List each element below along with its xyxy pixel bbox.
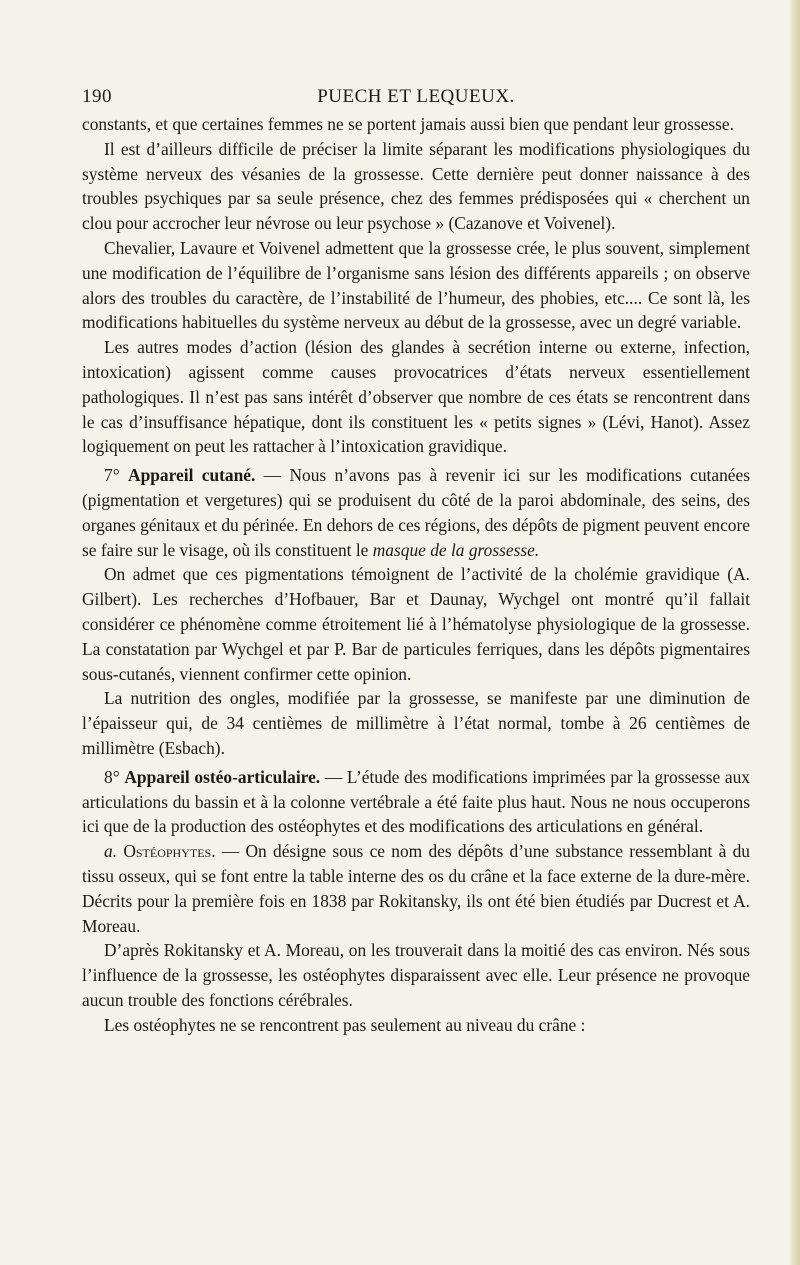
paragraph-8-text: — L’étude des modifications imprimées par la grossesse aux articulations du bassin et à la colonne vertébrale a été faite plus haut. Nous ne nous occuperons ici que de la production des ostéophytes et des modifications des articulations en général. (82, 766, 750, 837)
page-edge (788, 0, 800, 1265)
paragraph-2: Il est d’ailleurs difficile de préciser la limite séparant les modifications physiologiques du système nerveux des vésanies de la grossesse. Cette dernière peut donner naissance à des troubles psychiques par sa seule présence, chez des femmes prédisposées qui « cherchent un clou pour accrocher leur névrose ou leur psychose » (Cazanove et Voivenel). (82, 138, 750, 234)
section-number: 8° (104, 766, 120, 787)
paragraph-5-italic: masque de la grossesse. (372, 539, 540, 560)
subsection-letter: a. (104, 841, 118, 862)
paragraph-4: Les autres modes d’action (lésion des glandes à secrétion interne ou externe, infection, intoxication) agissent comme causes provocatrices d’états nerveux essentiellement pathologiques. Il n’est pas sans intérêt d’observer que nombre de ces états se rencontrent dans le cas d’insuffisance hépatique, dont ils constituent les « petits signes » (Lévi, Hanot). Assez logiquement on peut les rattacher à l’intoxication gravidique. (82, 337, 750, 457)
paragraph-10: D’après Rokitansky et A. Moreau, on les trouverait dans la moitié des cas environ. Nés sous l’influence de la grossesse, les ostéophytes disparaissent avec elle. Leur présence ne provoque aucun trouble des fonctions cérébrales. (82, 940, 750, 1010)
subsection-heading-osteophytes: Ostéophytes. (123, 841, 216, 862)
paragraph-1: constants, et que certaines femmes ne se portent jamais aussi bien que pendant leur grossesse. (82, 114, 734, 134)
running-title: PUECH ET LEQUEUX. (317, 86, 515, 107)
paragraph-9 (82, 839, 750, 938)
paragraph-5 (82, 463, 750, 562)
section-number: 7° (104, 465, 120, 486)
body-text (82, 112, 750, 1037)
paragraph-9-text: — On désigne sous ce nom des dépôts d’une substance ressemblant à du tissu osseux, qui se font entre la table interne des os du crâne et la face externe de la dure-mère. Décrits pour la première fois en 1838 par Rokitansky, ils ont été bien étudiés par Ducrest et A. Moreau. (82, 841, 750, 936)
section-heading-appareil-osteo-articulaire: Appareil ostéo-articulaire. (124, 766, 321, 787)
paragraph-6: On admet que ces pigmentations témoignent de l’activité de la cholémie gravidique (A. Gilbert). Les recherches d’Hofbauer, Bar et Daunay, Wychgel ont montré qu’il fallait considérer ce phénomène comme étroitement lié à l’hématolyse physiologique de la grossesse. La constatation par Wychgel et par P. Bar de particules ferriques, dans les dépôts pigmentaires sous-cutanés, viennent confirmer cette opinion. (82, 564, 750, 684)
paragraph-5-text: — Nous n’avons pas à revenir ici sur les modifications cutanées (pigmentation et vergetures) qui se produisent du côté de la paroi abdominale, des seins, des organes génitaux et du périnée. En dehors de ces régions, des dépôts de pigment peuvent encore se faire sur le visage, où ils constituent le (82, 465, 750, 560)
page-header (82, 82, 750, 112)
paragraph-3: Chevalier, Lavaure et Voivenel admettent que la grossesse crée, le plus souvent, simplement une modification de l’équilibre de l’organisme sans lésion des différents appareils ; on observe alors des troubles du caractère, de l’instabilité de l’humeur, des phobies, etc.... Ce sont là, les modifications habituelles du système nerveux au début de la grossesse, avec un degré variable. (82, 237, 750, 333)
page-number: 190 (82, 86, 112, 107)
paragraph-7: La nutrition des ongles, modifiée par la grossesse, se manifeste par une diminution de l’épaisseur qui, de 34 centièmes de millimètre à l’état normal, tombe à 26 centièmes de millimètre (Esbach). (82, 688, 750, 758)
paragraph-11: Les ostéophytes ne se rencontrent pas seulement au niveau du crâne : (104, 1014, 586, 1035)
paragraph-8 (82, 765, 750, 839)
section-heading-appareil-cutane: Appareil cutané. (128, 465, 256, 486)
